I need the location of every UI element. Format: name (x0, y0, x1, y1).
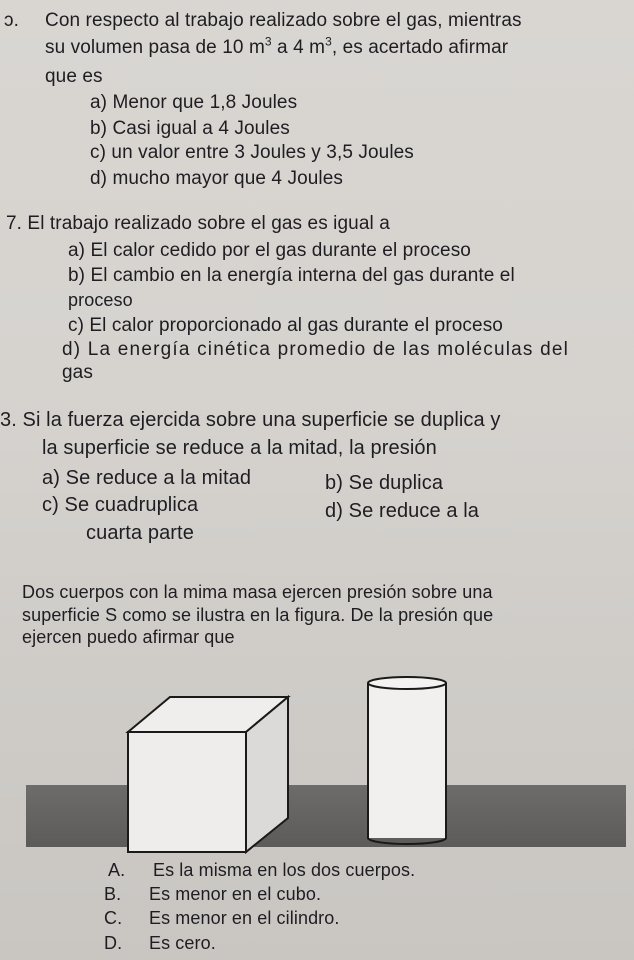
q9-option-a-letter: A. (108, 860, 126, 880)
q8-stem-line2: la superficie se reduce a la mitad, la presión (42, 437, 437, 459)
q6-stem-line1: Con respecto al trabajo realizado sobre el gas, mientras (45, 10, 522, 31)
cube-shape (128, 697, 288, 852)
q7-option-b-cont: proceso (68, 290, 133, 310)
q8-option-d-cont: cuarta parte (86, 522, 194, 544)
q8-option-b: b) Se duplica (325, 472, 444, 494)
q6-line2-post: , es acertado afirmar (331, 37, 509, 58)
q6-option-c: c) un valor entre 3 Joules y 3,5 Joules (90, 142, 414, 163)
q9-option-c-letter: C. (104, 908, 123, 928)
q9-stem-line3: ejercen puedo afirmar que (22, 627, 235, 647)
surface-s (26, 785, 626, 847)
q6-option-b: b) Casi igual a 4 Joules (90, 118, 290, 139)
q6-option-a: a) Menor que 1,8 Joules (90, 92, 298, 113)
q6-number: ɔ. (4, 10, 19, 31)
q8-option-d: d) Se reduce a la (325, 500, 480, 522)
q6-line2-mid: a 4 m (271, 37, 326, 58)
q9-stem-line1: Dos cuerpos con la mima masa ejercen presión sobre una (22, 582, 493, 602)
q7-option-b: b) El cambio en la energía interna del gas durante el (68, 265, 515, 286)
q6-option-d: d) mucho mayor que 4 Joules (90, 168, 343, 189)
q9-option-c (104, 908, 340, 929)
q9-option-a-text: Es la misma en los dos cuerpos. (153, 860, 416, 880)
q9-option-b (104, 884, 322, 905)
q8-stem-line1: 3. Si la fuerza ejercida sobre una superficie se duplica y (0, 409, 501, 431)
q9-option-c-text: Es menor en el cilindro. (149, 908, 340, 928)
q7-option-a: a) El calor cedido por el gas durante el proceso (68, 240, 471, 261)
q7-option-d-cont: gas (62, 362, 93, 383)
q9-option-a (108, 860, 416, 881)
q8-option-a: a) Se reduce a la mitad (42, 467, 252, 489)
q9-stem-line2: superficie S como se ilustra en la figura. De la presión que (22, 605, 494, 625)
q7-stem: 7. El trabajo realizado sobre el gas es igual a (6, 213, 390, 234)
q9-option-b-letter: B. (104, 884, 122, 904)
q8-option-c: c) Se cuadruplica (42, 494, 199, 516)
cubic-superscript: 3 (325, 34, 332, 49)
q9-option-d-letter: D. (104, 933, 123, 953)
q9-option-d (104, 933, 216, 954)
q6-line2-pre: su volumen pasa de 10 m (45, 37, 265, 58)
cylinder-shape (368, 677, 446, 844)
q7-option-c: c) El calor proporcionado al gas durante el proceso (68, 315, 503, 336)
q9-option-d-text: Es cero. (149, 933, 216, 953)
q6-stem-line3: que es (45, 66, 103, 87)
cubic-superscript: 3 (264, 34, 272, 49)
q7-option-d: d) La energía cinética promedio de las moléculas del (62, 339, 570, 360)
q9-option-b-text: Es menor en el cubo. (149, 884, 322, 904)
